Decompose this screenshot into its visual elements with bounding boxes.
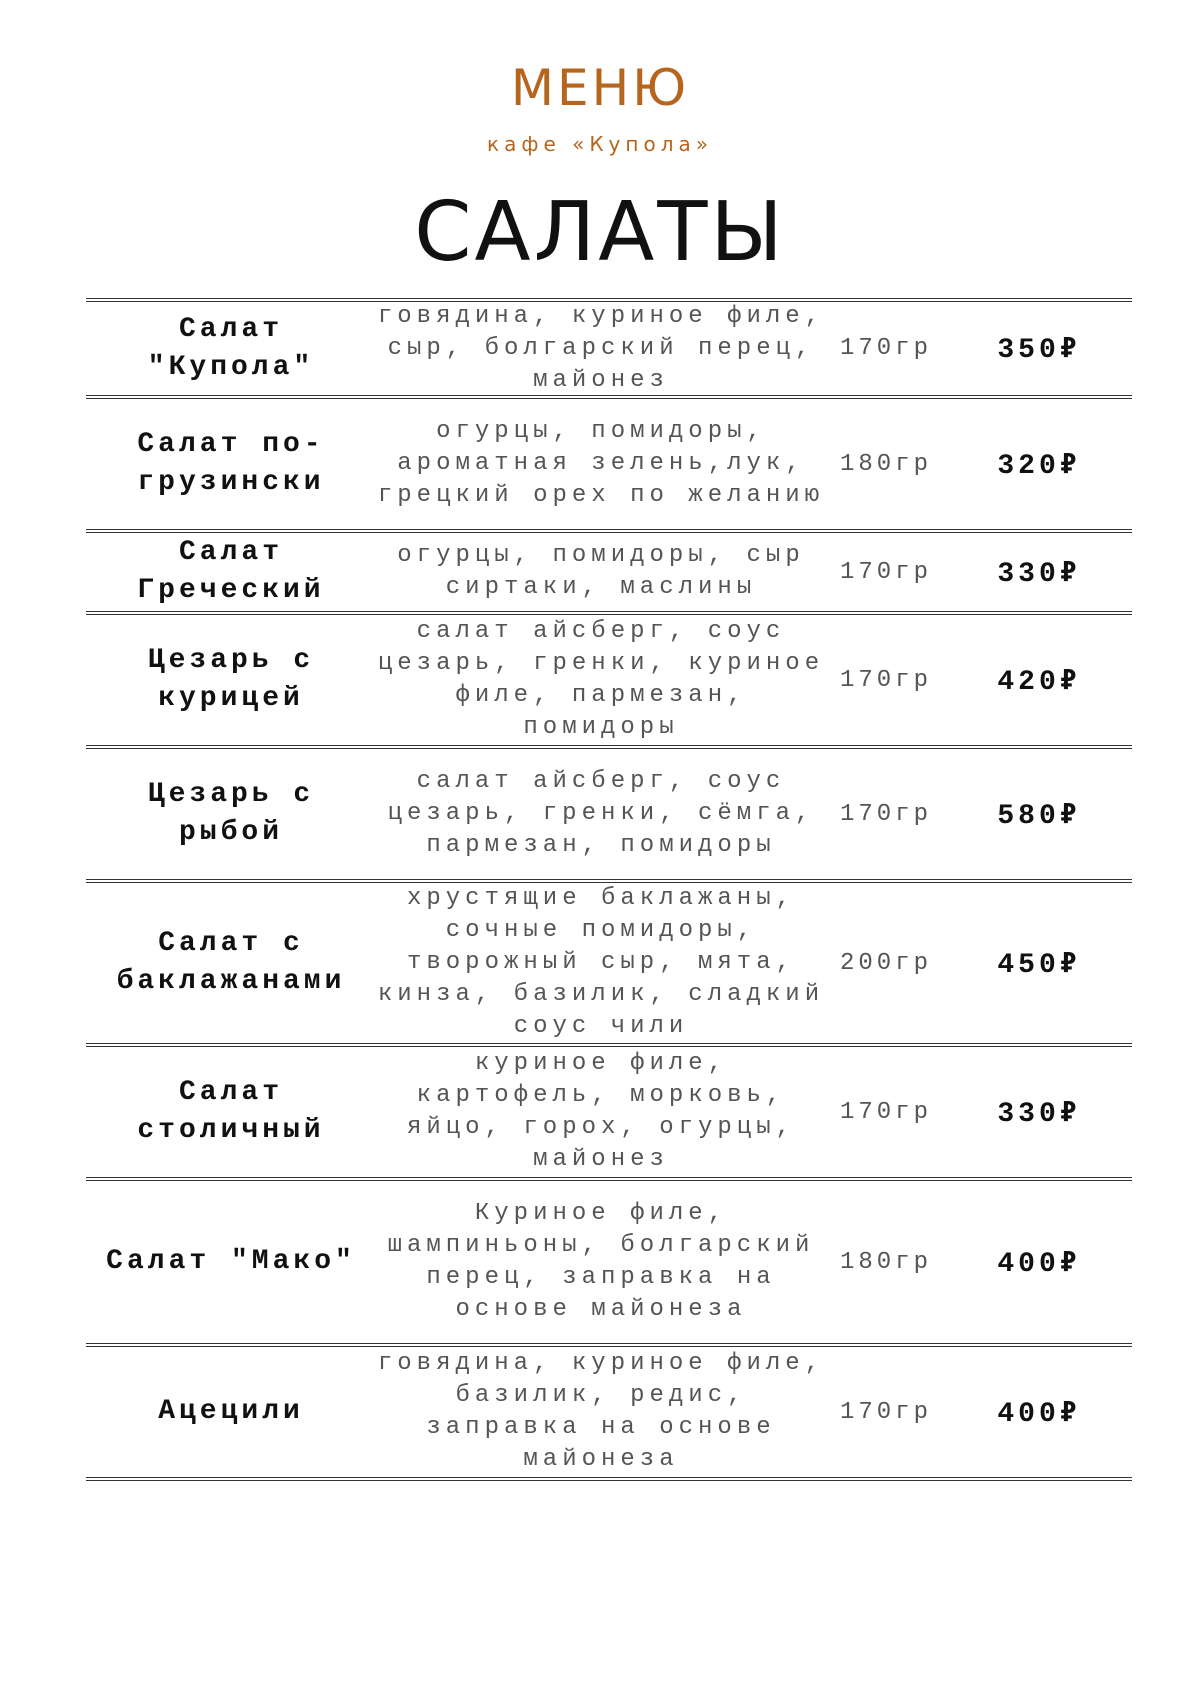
dish-weight: 170гр [839, 1098, 932, 1126]
dish-weight: 180гр [839, 1248, 932, 1276]
dish-price: 320₽ [997, 450, 1081, 482]
dish-name: Цезарь с рыбой [147, 779, 315, 848]
dish-price: 330₽ [997, 558, 1081, 590]
dish-name: Салат "Купола" [147, 313, 315, 383]
dish-weight: 170гр [839, 800, 932, 828]
dish-description: огурцы, помидоры, сыр сиртаки, маслины [397, 542, 805, 601]
dish-description: говядина, куриное филе, базилик, редис, заправка на основе майонеза [377, 1350, 825, 1473]
dish-description: хрустящие баклажаны, сочные помидоры, творожный сыр, мята, кинза, базилик, сладкий соус чили [377, 885, 825, 1040]
menu-title: МЕНЮ [510, 59, 690, 117]
menu-row [86, 399, 1132, 533]
dish-price: 450₽ [997, 949, 1081, 981]
dish-price: 400₽ [997, 1398, 1081, 1430]
dish-name: Салат с баклажанами [116, 928, 346, 997]
dish-price: 330₽ [997, 1098, 1081, 1130]
dish-description: куриное филе, картофель, морковь, яйцо, горох, огурцы, майонез [406, 1050, 796, 1173]
dish-weight: 170гр [839, 666, 932, 694]
menu-row [86, 883, 1132, 1047]
menu-row [86, 615, 1132, 749]
menu-row [86, 749, 1132, 883]
menu-row [86, 302, 1132, 399]
dish-description: салат айсберг, соус цезарь, гренки, куриное филе, пармезан, помидоры [377, 618, 825, 741]
dish-description: огурцы, помидоры, ароматная зелень,лук, грецкий орех по желанию [377, 418, 825, 509]
dish-price: 580₽ [997, 800, 1081, 832]
dish-name: Ацецили [158, 1396, 304, 1427]
dish-description: салат айсберг, соус цезарь, гренки, сёмга, пармезан, помидоры [387, 768, 815, 859]
dish-weight: 200гр [839, 949, 932, 977]
menu-row [86, 1181, 1132, 1347]
dish-weight: 170гр [839, 335, 932, 362]
dish-price: 420₽ [997, 666, 1081, 698]
dish-description: говядина, куриное филе, сыр, болгарский перец, майонез [377, 302, 825, 394]
dish-description: Куриное филе, шампиньоны, болгарский перец, заправка на основе майонеза [387, 1200, 815, 1323]
dish-price: 350₽ [997, 335, 1081, 366]
menu-row [86, 533, 1132, 615]
dish-price: 400₽ [997, 1248, 1081, 1280]
menu-row [86, 1047, 1132, 1181]
dish-weight: 180гр [839, 450, 932, 478]
menu-table [86, 298, 1132, 1481]
dish-name: Салат по-грузински [137, 429, 325, 498]
dish-name: Цезарь с курицей [147, 645, 315, 714]
dish-name: Салат Греческий [137, 537, 325, 606]
dish-weight: 170гр [839, 1398, 932, 1426]
cafe-subtitle: кафе «Купола» [487, 132, 713, 156]
dish-name: Салат "Мако" [106, 1246, 356, 1277]
section-title: САЛАТЫ [414, 185, 786, 280]
page-header [0, 58, 1200, 158]
dish-weight: 170гр [839, 558, 932, 586]
dish-name: Салат столичный [137, 1077, 325, 1146]
menu-row [86, 1347, 1132, 1481]
